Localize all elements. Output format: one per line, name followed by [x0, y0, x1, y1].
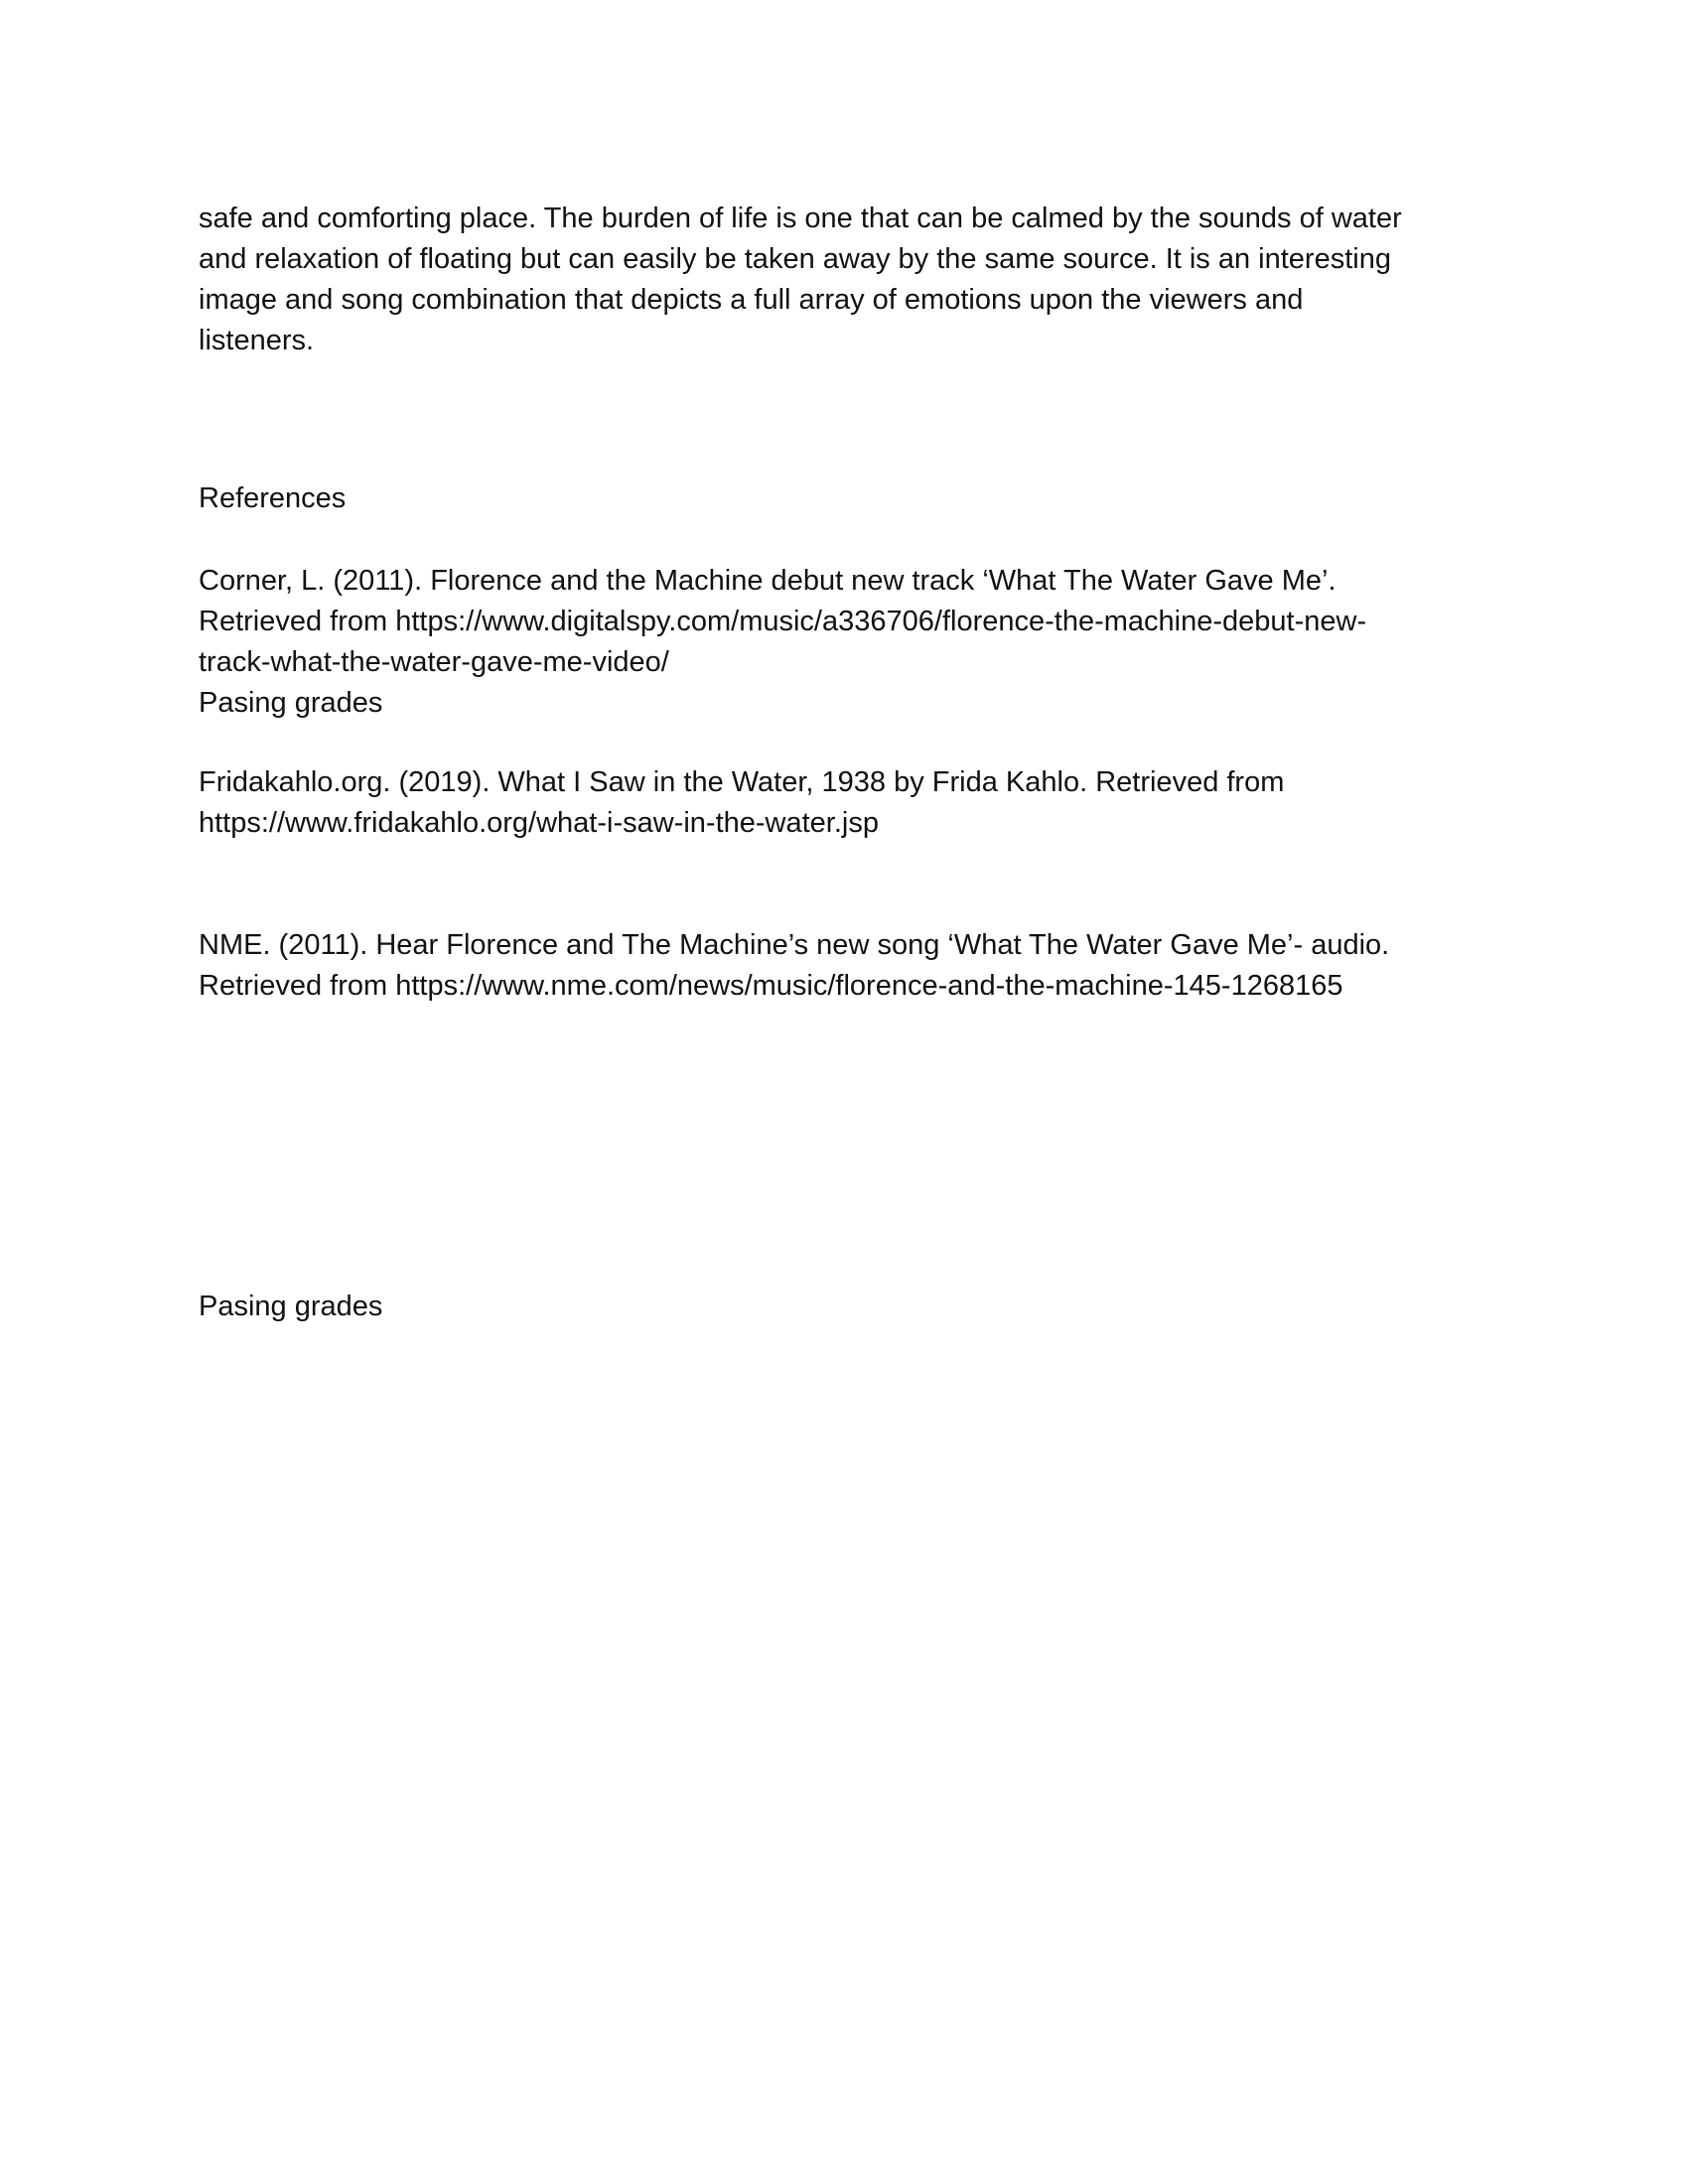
reference-line: Corner, L. (2011). Florence and the Machine debut new track ‘What The Water Gave Me’. [199, 565, 1336, 597]
paragraph-line: image and song combination that depicts a full array of emotions upon the viewers and [199, 284, 1304, 316]
note-pasing-grades: Pasing grades [199, 1291, 383, 1322]
reference-line: https://www.fridakahlo.org/what-i-saw-in-the-water.jsp [199, 807, 879, 839]
reference-entry-fridakahlo [199, 762, 1489, 844]
reference-line: track-what-the-water-gave-me-video/ [199, 646, 669, 678]
reference-line: Retrieved from https://www.digitalspy.com/music/a336706/florence-the-machine-debut-new- [199, 606, 1367, 637]
reference-entry-nme [199, 925, 1489, 1007]
reference-line: NME. (2011). Hear Florence and The Machine’s new song ‘What The Water Gave Me’- audio. [199, 929, 1390, 961]
references-heading: References [199, 482, 347, 514]
paragraph-line: and relaxation of floating but can easily be taken away by the same source. It is an interesting [199, 243, 1391, 275]
reference-line: Fridakahlo.org. (2019). What I Saw in the Water, 1938 by Frida Kahlo. Retrieved from [199, 766, 1285, 798]
reference-line: Retrieved from https://www.nme.com/news/music/florence-and-the-machine-145-1268165 [199, 970, 1343, 1002]
paragraph-line: listeners. [199, 325, 315, 356]
paragraph-line: safe and comforting place. The burden of life is one that can be calmed by the sounds of water [199, 203, 1402, 234]
note-pasing-grades: Pasing grades [199, 687, 383, 719]
reference-entry-corner [199, 561, 1489, 724]
body-paragraph [199, 199, 1489, 361]
